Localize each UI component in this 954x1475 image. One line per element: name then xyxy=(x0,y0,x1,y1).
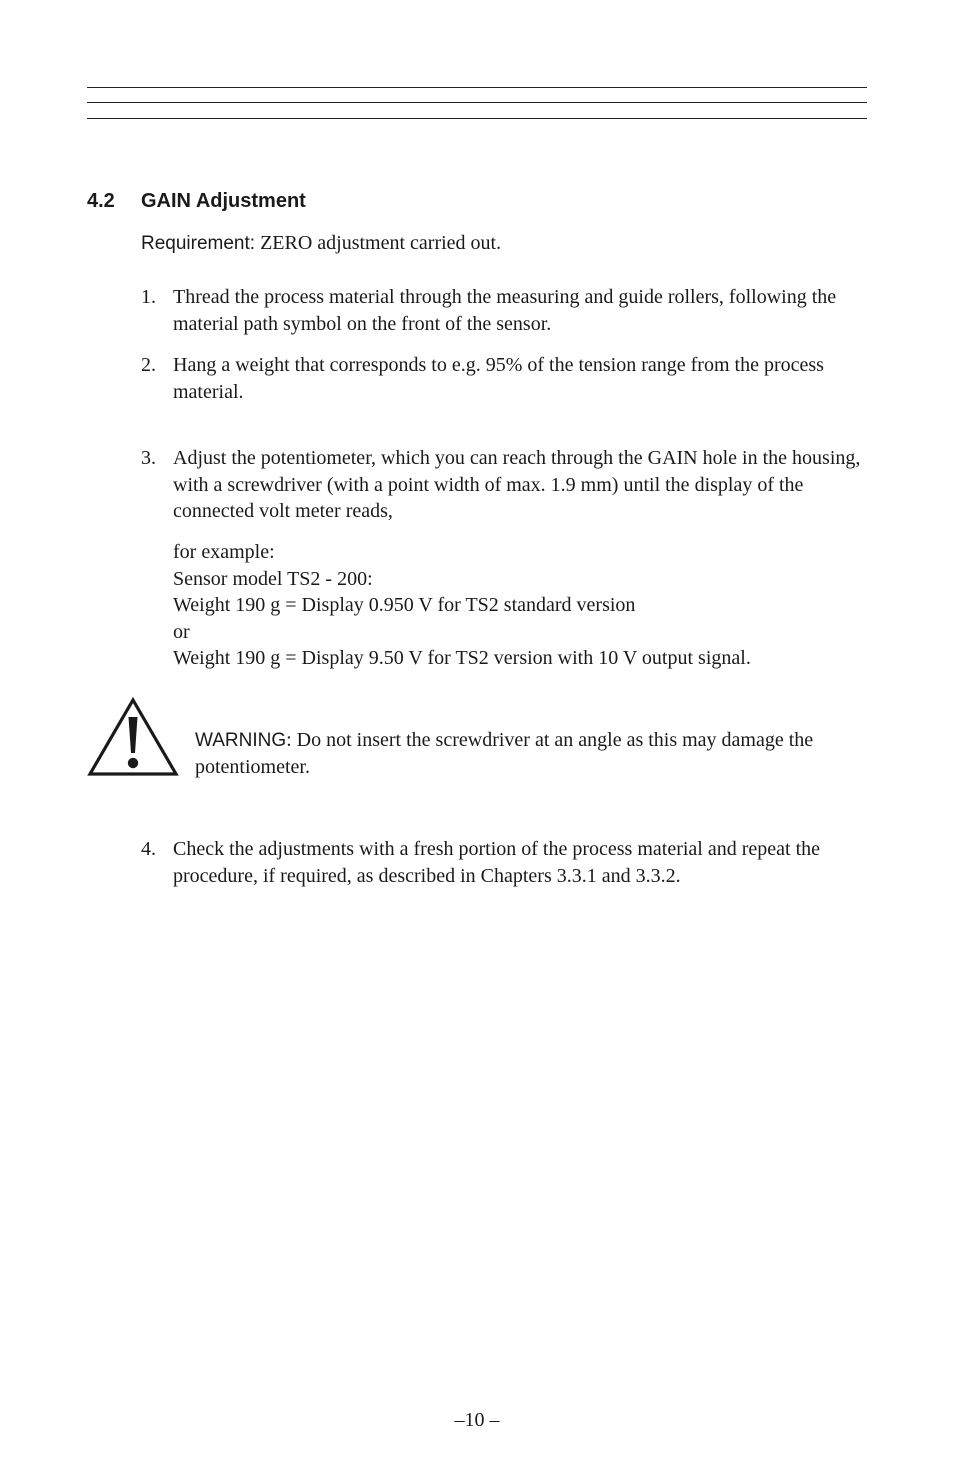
warning-label: WARNING xyxy=(195,730,287,751)
header-rule-top xyxy=(87,87,867,88)
requirement-line xyxy=(141,232,501,255)
section-number: 4.2 xyxy=(87,190,115,212)
header-rule-bottom xyxy=(87,118,867,119)
example-line: Weight 190 g = Display 9.50 V for TS2 version with 10 V output signal. xyxy=(173,647,751,669)
step-text: Thread the process material through the measuring and guide rollers, following the material path symbol on the front of the sensor. xyxy=(173,286,837,335)
warning-triangle-icon xyxy=(87,697,179,777)
step-text: Adjust the potentiometer, which you can reach through the GAIN hole in the housing, with a screwdriver (with a point width of max. 1.9 mm) until the display of the connected volt meter reads, xyxy=(173,447,861,522)
warning-message xyxy=(195,727,867,781)
step-text: Hang a weight that corresponds to e.g. 95% of the tension range from the process material. xyxy=(173,354,824,403)
example-line: or xyxy=(173,620,190,643)
step-item xyxy=(141,284,866,337)
section-title: GAIN Adjustment xyxy=(141,190,306,212)
section-heading xyxy=(87,190,306,213)
step-item xyxy=(141,352,866,405)
step-text: Check the adjustments with a fresh portion of the process material and repeat the procedure, if required, as described in Chapters 3.3.1 and 3.3.2. xyxy=(173,838,821,887)
example-line: Weight 190 g = Display 0.950 V for TS2 standard version xyxy=(173,594,636,616)
requirement-text: ZERO adjustment carried out. xyxy=(255,232,502,254)
header-rule-middle xyxy=(87,102,867,103)
step-number: 3. xyxy=(141,447,156,469)
step-item xyxy=(141,445,866,525)
step-item xyxy=(141,836,866,889)
step-number: 4. xyxy=(141,838,156,860)
warning-text: : Do not insert the screwdriver at an angle as this may damage the potentiometer. xyxy=(195,729,814,778)
example-line: for example: xyxy=(173,541,275,563)
example-block xyxy=(173,539,751,672)
step-number: 1. xyxy=(141,286,156,308)
page-number: –10 – xyxy=(454,1409,500,1431)
step-number: 2. xyxy=(141,354,156,376)
example-line: Sensor model TS2 - 200: xyxy=(173,567,373,590)
requirement-label: Requirement: xyxy=(141,233,256,254)
